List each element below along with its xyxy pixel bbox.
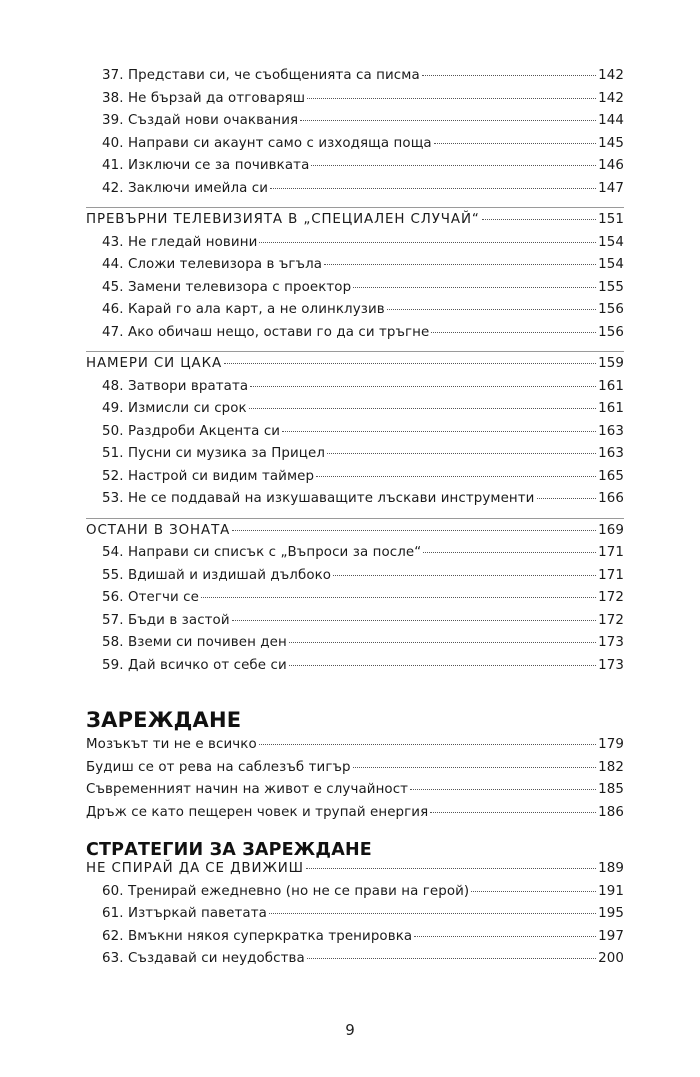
toc-entry-title: 62. Вмъкни някоя суперкратка тренировка [102, 928, 413, 944]
toc-entry-title: 50. Раздроби Акцента си [102, 423, 281, 439]
toc-entry-page: 161 [598, 401, 624, 416]
toc-entry-title: Дръж се като пещерен човек и трупай енергия [86, 804, 429, 820]
toc-entry-title: НАМЕРИ СИ ЦАКА [86, 356, 223, 371]
dot-leader [387, 309, 596, 310]
dot-leader [430, 812, 596, 813]
toc-entry [86, 782, 624, 805]
toc-entry [86, 613, 624, 636]
toc-entry-page: 151 [598, 212, 624, 227]
toc-entry-page: 171 [598, 567, 624, 583]
toc-entry-page: 182 [598, 759, 624, 775]
toc-section-entry [86, 523, 624, 546]
toc-entry [86, 158, 624, 181]
dot-leader [289, 665, 596, 666]
dot-leader [307, 958, 596, 959]
toc-entry-title: 46. Карай го ала карт, а не олинклузив [102, 302, 385, 317]
page-number: 9 [345, 1021, 355, 1039]
toc-entry [86, 113, 624, 136]
toc-entry-page: 144 [598, 113, 624, 128]
dot-leader [300, 120, 596, 121]
toc-entry-page: 142 [598, 68, 624, 83]
toc-entry-page: 142 [598, 90, 624, 106]
toc-entry [86, 235, 624, 258]
dot-leader [306, 868, 596, 869]
dot-leader [410, 789, 596, 790]
section-divider [86, 351, 624, 352]
toc-entry-title: 43. Не гледай новини [102, 234, 258, 250]
dot-leader [232, 620, 596, 621]
toc-entry-title: 42. Заключи имейла си [102, 180, 269, 196]
dot-leader [422, 75, 596, 76]
toc-entry [86, 68, 624, 91]
toc-entry [86, 280, 624, 303]
dot-leader [353, 767, 597, 768]
toc-entry [86, 760, 624, 783]
toc-entry-title: 59. Дай всичко от себе си [102, 657, 287, 673]
toc-entry [86, 635, 624, 658]
toc-entry [86, 91, 624, 114]
dot-leader [307, 98, 596, 99]
toc-entry-page: 195 [598, 906, 624, 921]
toc-entry-title: НЕ СПИРАЙ ДА СЕ ДВИЖИШ [86, 861, 304, 876]
toc-entry-page: 165 [598, 468, 624, 484]
toc-entry-page: 191 [598, 883, 624, 899]
toc-entry-page: 156 [598, 302, 624, 317]
toc-entry-title: 40. Направи си акаунт само с изходяща поща [102, 135, 432, 151]
dot-leader [282, 431, 596, 432]
toc-entry-page: 161 [598, 378, 624, 394]
toc-entry-title: 54. Направи си списък с „Въпроси за после“ [102, 545, 422, 560]
toc-entry-page: 163 [598, 423, 624, 439]
dot-leader [482, 219, 596, 220]
dot-leader [423, 552, 596, 553]
toc-entry-page: 171 [598, 545, 624, 560]
toc-entry-page: 159 [598, 356, 624, 371]
toc-entry-page: 185 [598, 782, 624, 797]
toc-block-3 [86, 861, 624, 974]
toc-entry [86, 737, 624, 760]
toc-entry-page: 166 [598, 491, 624, 506]
dot-leader [414, 936, 596, 937]
toc-section-entry [86, 861, 624, 884]
toc-entry-page: 146 [598, 158, 624, 173]
toc-entry-page: 169 [598, 522, 624, 538]
dot-leader [289, 642, 596, 643]
toc-block-1 [86, 68, 624, 680]
section-divider [86, 518, 624, 519]
toc-entry-title: 61. Изтъркай паветата [102, 906, 267, 921]
toc-entry-page: 179 [598, 737, 624, 752]
toc-entry-title: 45. Замени телевизора с проектор [102, 279, 352, 295]
section-heading-recharge-strategies: СТРАТЕГИИ ЗА ЗАРЕЖДАНЕ [86, 840, 372, 860]
dot-leader [316, 476, 596, 477]
toc-entry [86, 257, 624, 280]
toc-entry-title: 48. Затвори вратата [102, 378, 249, 394]
dot-leader [201, 597, 596, 598]
dot-leader [353, 287, 596, 288]
toc-entry-page: 155 [598, 279, 624, 295]
dot-leader [269, 913, 596, 914]
dot-leader [249, 408, 596, 409]
dot-leader [224, 363, 596, 364]
toc-entry-title: ПРЕВЪРНИ ТЕЛЕВИЗИЯТА В „СПЕЦИАЛЕН СЛУЧАЙ“ [86, 212, 480, 227]
toc-entry [86, 401, 624, 424]
dot-leader [250, 386, 596, 387]
toc-entry-title: 63. Създавай си неудобства [102, 951, 305, 966]
toc-entry [86, 884, 624, 907]
toc-section-entry [86, 356, 624, 379]
toc-entry-page: 173 [598, 657, 624, 673]
toc-entry-title: 41. Изключи се за почивката [102, 158, 310, 173]
toc-section-entry [86, 212, 624, 235]
toc-entry [86, 590, 624, 613]
toc-entry-title: 56. Отегчи се [102, 590, 199, 605]
toc-entry-page: 200 [598, 951, 624, 966]
toc-entry-page: 197 [598, 928, 624, 944]
toc-entry [86, 951, 624, 974]
dot-leader [259, 242, 596, 243]
toc-entry-title: Съвременният начин на живот е случайност [86, 782, 409, 797]
toc-entry-page: 172 [598, 590, 624, 605]
toc-entry-page: 145 [598, 135, 624, 151]
toc-entry-title: 57. Бъди в застой [102, 612, 230, 628]
toc-entry-page: 173 [598, 635, 624, 650]
toc-entry [86, 929, 624, 952]
toc-entry [86, 325, 624, 348]
toc-entry-page: 163 [598, 446, 624, 461]
toc-entry-title: 51. Пусни си музика за Прицел [102, 446, 326, 461]
toc-entry [86, 302, 624, 325]
toc-entry-title: Будиш се от рева на саблезъб тигър [86, 759, 351, 775]
dot-leader [537, 498, 597, 499]
toc-entry-title: 58. Вземи си почивен ден [102, 635, 287, 650]
dot-leader [471, 891, 596, 892]
dot-leader [259, 744, 596, 745]
toc-entry [86, 446, 624, 469]
toc-entry-title: 38. Не бързай да отговаряш [102, 90, 306, 106]
toc-entry-title: 47. Ако обичаш нещо, остави го да си тръгне [102, 324, 430, 340]
toc-entry [86, 181, 624, 204]
toc-block-2 [86, 737, 624, 827]
toc-entry-page: 154 [598, 257, 624, 272]
dot-leader [311, 165, 596, 166]
toc-entry-title: 53. Не се поддавай на изкушаващите лъскави инструменти [102, 491, 535, 506]
dot-leader [270, 188, 596, 189]
toc-entry-page: 186 [598, 804, 624, 820]
toc-entry [86, 906, 624, 929]
toc-entry [86, 805, 624, 828]
toc-entry [86, 658, 624, 681]
toc-entry [86, 491, 624, 514]
toc-entry-title: 52. Настрой си видим таймер [102, 468, 315, 484]
dot-leader [232, 530, 596, 531]
toc-entry-title: 55. Вдишай и издишай дълбоко [102, 567, 332, 583]
toc-entry [86, 136, 624, 159]
toc-entry-page: 172 [598, 612, 624, 628]
toc-entry-title: 49. Измисли си срок [102, 401, 247, 416]
toc-entry-page: 189 [598, 861, 624, 876]
toc-entry-title: 39. Създай нови очаквания [102, 113, 299, 128]
toc-entry [86, 469, 624, 492]
toc-entry-title: Мозъкът ти не е всичко [86, 737, 257, 752]
dot-leader [431, 332, 596, 333]
toc-entry-title: 44. Сложи телевизора в ъгъла [102, 257, 323, 272]
toc-entry [86, 379, 624, 402]
toc-entry-title: 37. Представи си, че съобщенията са писма [102, 68, 420, 83]
dot-leader [434, 143, 596, 144]
toc-entry [86, 568, 624, 591]
toc-entry [86, 424, 624, 447]
toc-entry-page: 156 [598, 324, 624, 340]
toc-entry-page: 147 [598, 180, 624, 196]
section-divider [86, 207, 624, 208]
toc-entry [86, 545, 624, 568]
dot-leader [324, 264, 596, 265]
dot-leader [333, 575, 596, 576]
chapter-heading-recharging: ЗАРЕЖДАНЕ [86, 708, 242, 732]
toc-entry-title: 60. Тренирай ежедневно (но не се прави на герой) [102, 883, 470, 899]
toc-entry-page: 154 [598, 234, 624, 250]
toc-entry-title: ОСТАНИ В ЗОНАТА [86, 522, 231, 538]
dot-leader [327, 453, 596, 454]
